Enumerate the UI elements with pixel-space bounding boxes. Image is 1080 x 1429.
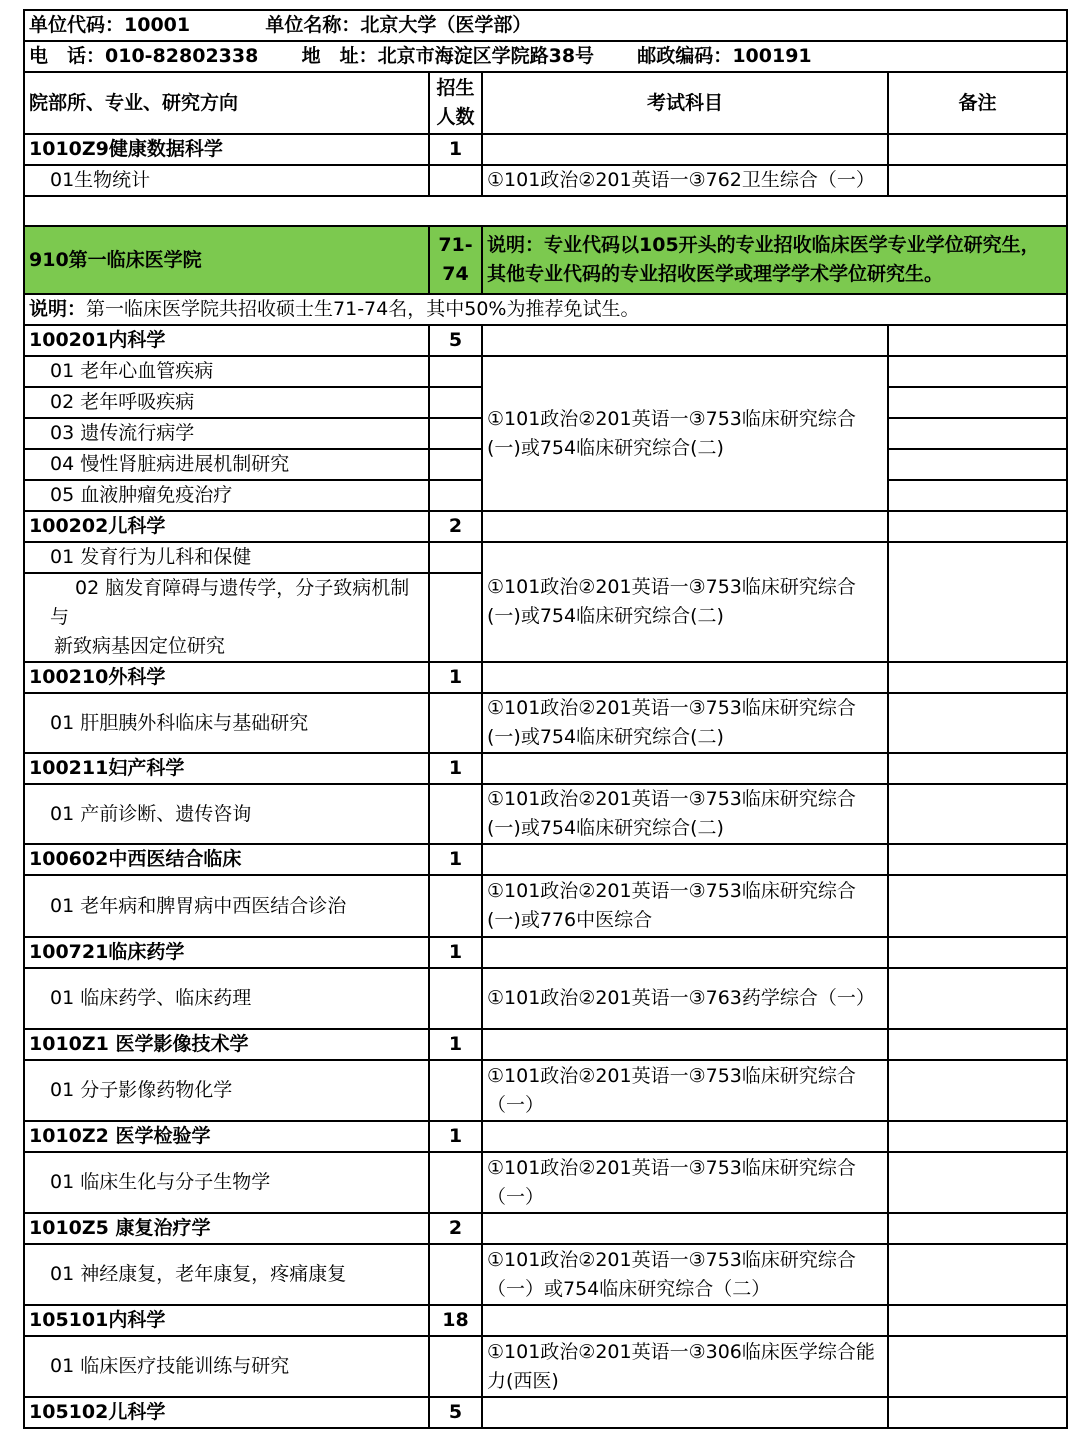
direction-item: 02 老年呼吸疾病 bbox=[24, 387, 429, 418]
exam-subjects bbox=[482, 1152, 888, 1213]
school-note-line1: 说明：专业代码以105开头的专业招收临床医学专业学位研究生， bbox=[487, 234, 1040, 256]
major-row bbox=[24, 511, 1067, 542]
major-row bbox=[24, 1029, 1067, 1060]
major-quota: 1 bbox=[429, 937, 482, 968]
exam-line1: ①101政治②201英语一③753临床研究综合 bbox=[487, 697, 856, 719]
note-cell bbox=[888, 542, 1067, 662]
quota-cell bbox=[429, 356, 482, 387]
header-quota-line1: 招生 bbox=[436, 77, 475, 99]
note-cell bbox=[888, 1152, 1067, 1213]
note-cell bbox=[888, 1336, 1067, 1397]
direction-item bbox=[24, 573, 429, 662]
major-quota: 5 bbox=[429, 1397, 482, 1428]
spacer-cell bbox=[24, 196, 1067, 226]
quota-cell bbox=[429, 387, 482, 418]
exam-cell bbox=[482, 511, 888, 542]
note-cell bbox=[888, 325, 1067, 356]
quota-cell bbox=[429, 573, 482, 662]
quota-cell bbox=[429, 875, 482, 937]
note-cell bbox=[888, 356, 1067, 387]
quota-cell bbox=[429, 1152, 482, 1213]
direction-item: 03 遗传流行病学 bbox=[24, 418, 429, 449]
note-cell bbox=[888, 1213, 1067, 1244]
direction-item: 04 慢性肾脏病进展机制研究 bbox=[24, 449, 429, 480]
exam-line1: ①101政治②201英语一③753临床研究综合 bbox=[487, 407, 856, 430]
exam-subjects bbox=[482, 1244, 888, 1305]
exam-subjects bbox=[482, 356, 888, 511]
major-quota: 1 bbox=[429, 1121, 482, 1152]
exam-cell bbox=[482, 325, 888, 356]
major-quota: 1 bbox=[429, 1029, 482, 1060]
exam-cell bbox=[482, 844, 888, 875]
header-row bbox=[24, 72, 1067, 134]
unit-code-row bbox=[24, 10, 1067, 41]
unit-code-label: 单位代码： bbox=[29, 14, 125, 36]
exam-subjects bbox=[482, 875, 888, 937]
exam-line2: (一)或754临床研究综合(二) bbox=[487, 726, 724, 748]
quota-cell bbox=[429, 418, 482, 449]
exam-line1: ①101政治②201英语一③753临床研究综合 bbox=[487, 1248, 856, 1271]
note-cell bbox=[888, 753, 1067, 784]
direction-item: 01生物统计 bbox=[24, 165, 429, 196]
exam-line2: （一） bbox=[487, 1093, 545, 1116]
quota-cell bbox=[429, 693, 482, 753]
header-quota-line2: 人数 bbox=[436, 106, 475, 128]
exam-line1: ①101政治②201英语一③753临床研究综合 bbox=[487, 576, 856, 598]
phone-label: 电 话： bbox=[29, 45, 106, 67]
exam-line2: (一)或754临床研究综合(二) bbox=[487, 605, 724, 627]
exam-cell bbox=[482, 1029, 888, 1060]
exam-cell bbox=[482, 937, 888, 968]
phone-value: 010-82802338 bbox=[105, 45, 259, 67]
major-row bbox=[24, 325, 1067, 356]
school-quota bbox=[429, 226, 482, 294]
major-title: 1010Z2 医学检验学 bbox=[24, 1121, 429, 1152]
note-cell bbox=[888, 1244, 1067, 1305]
direction-item: 01 肝胆胰外科临床与基础研究 bbox=[24, 693, 429, 753]
note-cell bbox=[888, 511, 1067, 542]
note-cell bbox=[888, 418, 1067, 449]
note-cell bbox=[888, 1305, 1067, 1336]
header-dept: 院部所、专业、研究方向 bbox=[24, 72, 429, 134]
exam-line2: （一） bbox=[487, 1185, 545, 1208]
unit-name-value: 北京大学（医学部） bbox=[360, 14, 532, 36]
postcode-label: 邮政编码： bbox=[637, 45, 733, 67]
unit-code-cell bbox=[24, 10, 1067, 41]
quota-cell bbox=[429, 968, 482, 1029]
note-cell bbox=[888, 968, 1067, 1029]
school-row bbox=[24, 226, 1067, 294]
major-title: 1010Z1 医学影像技术学 bbox=[24, 1029, 429, 1060]
direction-row bbox=[24, 356, 1067, 387]
major-row bbox=[24, 662, 1067, 693]
direction-line2: 新致病基因定位研究 bbox=[54, 635, 226, 657]
exam-line1: ①101政治②201英语一③753临床研究综合 bbox=[487, 788, 856, 810]
exam-subjects: ①101政治②201英语一③763药学综合（一） bbox=[482, 968, 888, 1029]
direction-row bbox=[24, 784, 1067, 844]
note-cell bbox=[888, 662, 1067, 693]
major-row bbox=[24, 753, 1067, 784]
exam-cell bbox=[482, 134, 888, 165]
direction-item: 01 老年病和脾胃病中西医结合诊治 bbox=[24, 875, 429, 937]
school-explain-cell bbox=[24, 294, 1067, 325]
direction-item: 01 临床药学、临床药理 bbox=[24, 968, 429, 1029]
exam-line1: ①101政治②201英语一③753临床研究综合 bbox=[487, 880, 856, 902]
major-title: 1010Z9健康数据科学 bbox=[24, 134, 429, 165]
spacer-row bbox=[24, 196, 1067, 226]
direction-line1: 02 脑发育障碍与遗传学，分子致病机制与 bbox=[50, 577, 410, 628]
major-quota: 1 bbox=[429, 844, 482, 875]
exam-subjects bbox=[482, 1336, 888, 1397]
note-cell bbox=[888, 165, 1067, 196]
note-cell bbox=[888, 693, 1067, 753]
note-cell bbox=[888, 875, 1067, 937]
school-title: 910第一临床医学院 bbox=[24, 226, 429, 294]
admissions-sheet bbox=[23, 9, 1066, 1429]
major-quota: 1 bbox=[429, 753, 482, 784]
direction-item: 01 老年心血管疾病 bbox=[24, 356, 429, 387]
note-cell bbox=[888, 449, 1067, 480]
header-quota bbox=[429, 72, 482, 134]
major-title: 105102儿科学 bbox=[24, 1397, 429, 1428]
major-title: 100210外科学 bbox=[24, 662, 429, 693]
exam-cell bbox=[482, 1213, 888, 1244]
major-row bbox=[24, 937, 1067, 968]
school-quota-line2: 74 bbox=[442, 263, 469, 285]
major-quota: 1 bbox=[429, 662, 482, 693]
admissions-table bbox=[23, 9, 1068, 1429]
direction-item: 01 发育行为儿科和保健 bbox=[24, 542, 429, 573]
postcode-value: 100191 bbox=[732, 45, 812, 67]
quota-cell bbox=[429, 1060, 482, 1121]
address-label: 地 址： bbox=[301, 45, 378, 67]
exam-cell bbox=[482, 1121, 888, 1152]
direction-row bbox=[24, 542, 1067, 573]
exam-subjects bbox=[482, 784, 888, 844]
note-cell bbox=[888, 937, 1067, 968]
major-row bbox=[24, 1121, 1067, 1152]
note-cell bbox=[888, 1397, 1067, 1428]
major-row bbox=[24, 1397, 1067, 1428]
unit-contact-row bbox=[24, 41, 1067, 72]
unit-name-label: 单位名称： bbox=[265, 14, 361, 36]
quota-cell bbox=[429, 165, 482, 196]
quota-cell bbox=[429, 1244, 482, 1305]
header-note: 备注 bbox=[888, 72, 1067, 134]
note-cell bbox=[888, 134, 1067, 165]
direction-item: 01 神经康复，老年康复，疼痛康复 bbox=[24, 1244, 429, 1305]
note-cell bbox=[888, 387, 1067, 418]
header-exam: 考试科目 bbox=[482, 72, 888, 134]
exam-line2: (一)或754临床研究综合(二) bbox=[487, 436, 724, 459]
school-note-line2: 其他专业代码的专业招收医学或理学学术学位研究生。 bbox=[487, 263, 944, 285]
quota-cell bbox=[429, 784, 482, 844]
school-explain-label: 说明： bbox=[29, 298, 87, 320]
quota-cell bbox=[429, 449, 482, 480]
major-quota: 2 bbox=[429, 1213, 482, 1244]
exam-subjects bbox=[482, 542, 888, 662]
exam-line2: 力(西医) bbox=[487, 1369, 559, 1392]
school-explain-text: 第一临床医学院共招收硕士生71-74名，其中50%为推荐免试生。 bbox=[86, 298, 640, 320]
major-title: 100602中西医结合临床 bbox=[24, 844, 429, 875]
exam-cell bbox=[482, 662, 888, 693]
major-quota: 1 bbox=[429, 134, 482, 165]
quota-cell bbox=[429, 480, 482, 511]
major-title: 100721临床药学 bbox=[24, 937, 429, 968]
school-explain-row bbox=[24, 294, 1067, 325]
major-quota: 2 bbox=[429, 511, 482, 542]
major-row bbox=[24, 844, 1067, 875]
exam-subjects bbox=[482, 693, 888, 753]
address-value: 北京市海淀区学院路38号 bbox=[377, 45, 595, 67]
quota-cell bbox=[429, 1336, 482, 1397]
major-title: 100201内科学 bbox=[24, 325, 429, 356]
unit-code-value: 10001 bbox=[124, 14, 191, 36]
major-title: 105101内科学 bbox=[24, 1305, 429, 1336]
quota-cell bbox=[429, 542, 482, 573]
major-row bbox=[24, 134, 1067, 165]
exam-line1: ①101政治②201英语一③753临床研究综合 bbox=[487, 1064, 856, 1087]
note-cell bbox=[888, 784, 1067, 844]
direction-row bbox=[24, 968, 1067, 1029]
school-quota-line1: 71- bbox=[438, 234, 473, 256]
direction-row bbox=[24, 165, 1067, 196]
direction-row bbox=[24, 1336, 1067, 1397]
major-title: 1010Z5 康复治疗学 bbox=[24, 1213, 429, 1244]
note-cell bbox=[888, 480, 1067, 511]
major-row bbox=[24, 1213, 1067, 1244]
direction-row bbox=[24, 875, 1067, 937]
direction-item: 01 临床生化与分子生物学 bbox=[24, 1152, 429, 1213]
note-cell bbox=[888, 1029, 1067, 1060]
direction-item: 01 临床医疗技能训练与研究 bbox=[24, 1336, 429, 1397]
exam-cell bbox=[482, 1397, 888, 1428]
note-cell bbox=[888, 1060, 1067, 1121]
note-cell bbox=[888, 844, 1067, 875]
exam-subjects bbox=[482, 1060, 888, 1121]
direction-row bbox=[24, 1152, 1067, 1213]
exam-line1: ①101政治②201英语一③753临床研究综合 bbox=[487, 1156, 856, 1179]
exam-line2: (一)或776中医综合 bbox=[487, 909, 653, 931]
exam-line1: ①101政治②201英语一③306临床医学综合能 bbox=[487, 1340, 875, 1363]
direction-row bbox=[24, 1244, 1067, 1305]
major-quota: 18 bbox=[429, 1305, 482, 1336]
direction-item: 01 分子影像药物化学 bbox=[24, 1060, 429, 1121]
exam-line2: (一)或754临床研究综合(二) bbox=[487, 817, 724, 839]
exam-cell bbox=[482, 1305, 888, 1336]
exam-line2: （一）或754临床研究综合（二） bbox=[487, 1277, 771, 1300]
direction-row bbox=[24, 1060, 1067, 1121]
direction-row bbox=[24, 693, 1067, 753]
major-title: 100211妇产科学 bbox=[24, 753, 429, 784]
major-title: 100202儿科学 bbox=[24, 511, 429, 542]
unit-contact-cell bbox=[24, 41, 1067, 72]
direction-item: 05 血液肿瘤免疫治疗 bbox=[24, 480, 429, 511]
major-quota: 5 bbox=[429, 325, 482, 356]
exam-subjects: ①101政治②201英语一③762卫生综合（一） bbox=[482, 165, 888, 196]
major-row bbox=[24, 1305, 1067, 1336]
note-cell bbox=[888, 1121, 1067, 1152]
school-note bbox=[482, 226, 1067, 294]
direction-item: 01 产前诊断、遗传咨询 bbox=[24, 784, 429, 844]
exam-cell bbox=[482, 753, 888, 784]
